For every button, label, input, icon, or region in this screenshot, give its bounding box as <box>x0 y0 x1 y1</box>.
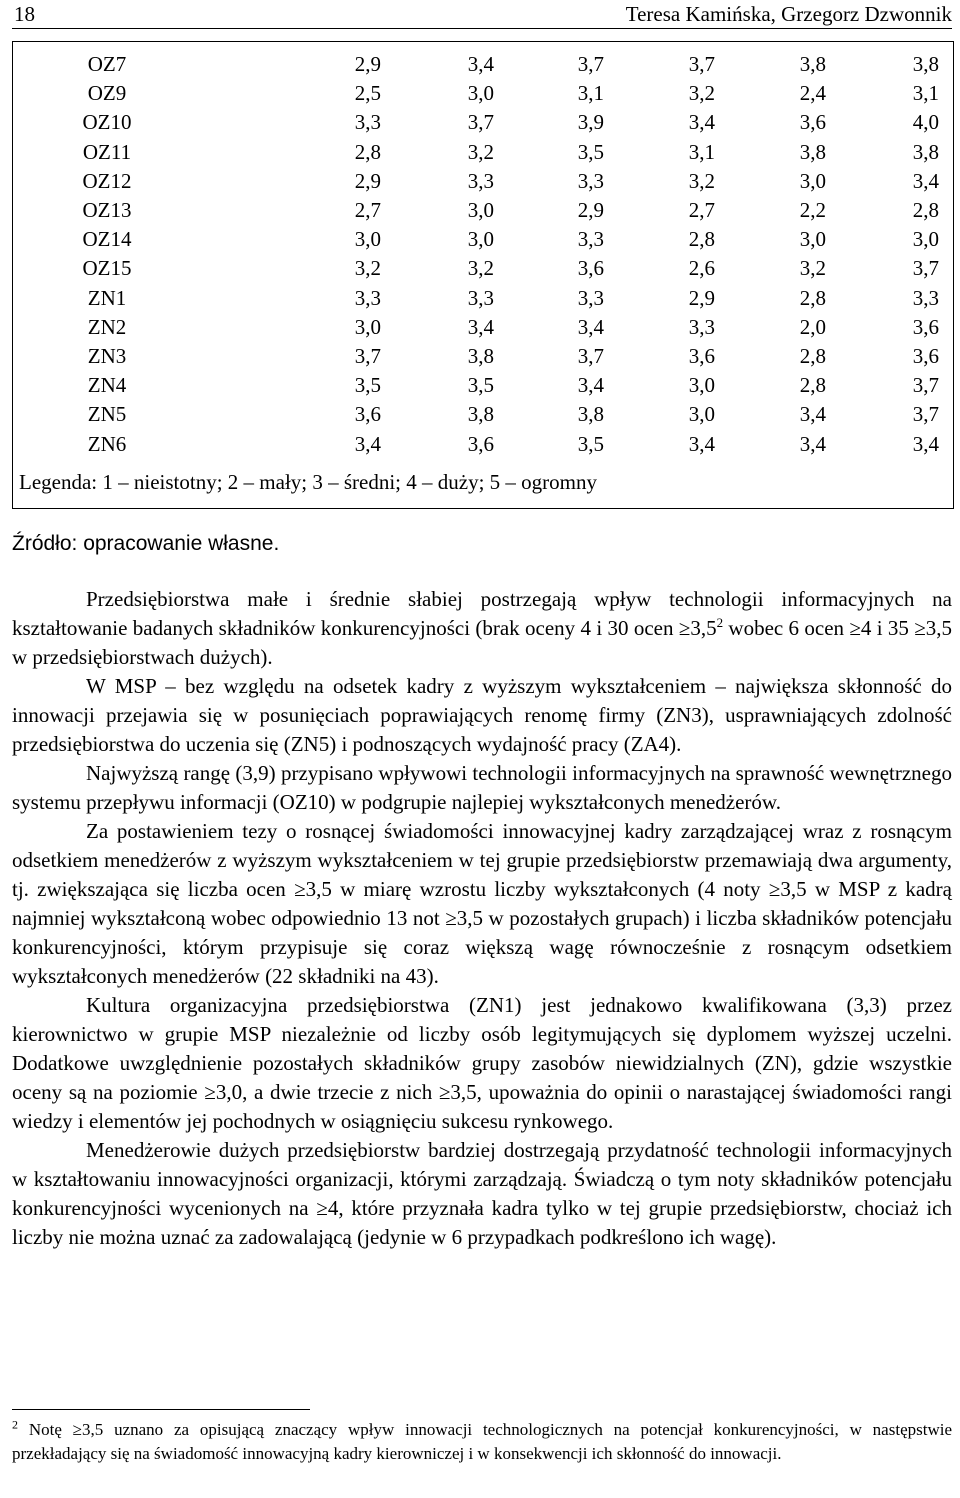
cell-value: 3,4 <box>354 431 381 456</box>
paragraph-5: Kultura organizacyjna przedsiębiorstwa (ZN1) jest jednakowo kwalifikowana (3,3) przez kierownictwo w grupie MSP niezależnie od liczby osób legitymujących się dyplomem wyższej uczelni. Dodatkowe uwzględnienie pozostałych składników grupy zasobów niewidzialnych (ZN), gdzie wszystkie oceny są na poziomie ≥3,0, a dwie trzecie z nich ≥3,5, upoważnia do opinii o narastającej świadomości rangi wiedzy i elementów jej pochodnych w osiągnięciu sukcesu rynkowego. <box>12 993 952 1133</box>
paragraph-6: Menedżerowie dużych przedsiębiorstw bardziej dostrzegają przydatność technologii informacyjnych w kształtowaniu innowacyjności organizacji, którymi zarządzają. Świadczą o tym noty składników potencjału konkurencyjności wycenionych na ≥4, które przyznała kadra tylko w tej grupie przedsiębiorstw, chociaż ich liczby nie można uznać za zadowalającą (jedynie w 6 przypadkach podkreślono ich wagę). <box>12 1138 952 1249</box>
cell-value: 3,4 <box>467 52 494 77</box>
cell-value: 3,6 <box>577 256 604 281</box>
cell-value: 3,2 <box>688 81 715 106</box>
cell-value: 3,8 <box>467 343 494 368</box>
paragraph-4: Za postawieniem tezy o rosnącej świadomości innowacyjnej kadry zarządzającej wraz z rosnącym odsetkiem menedżerów z wyższym wykształceniem w tej grupie przedsiębiorstw przemawiają dwa argumenty, tj. zwiększająca się liczba ocen ≥3,5 w miarę wzrostu liczby wykształconych (4 noty ≥3,5 w MSP z kadrą najmniej wykształconą wobec odpowiednio 13 not ≥3,5 w pozostałych grupach) i liczba składników potencjału konkurencyjności, którym przypisuje się coraz większą wagę równocześnie z rosnącym odsetkiem wykształconych menedżerów (22 składniki na 43). <box>12 819 952 988</box>
row-code: ZN2 <box>87 314 127 339</box>
cell-value: 3,8 <box>912 52 939 77</box>
cell-value: 2,9 <box>577 198 604 223</box>
footnote-text: Notę ≥3,5 uznano za opisującą znaczący wpływ innowacji technologicznych na potencjał konkurencyjności, w następstwie przekładający się na świadomość innowacyjną kadry kierowniczej i w konsekwencji ich skłonność do innowacji. <box>12 1420 952 1463</box>
table-row <box>13 196 939 225</box>
cell-value: 3,6 <box>467 431 494 456</box>
row-code: ZN4 <box>87 373 127 398</box>
row-code: OZ10 <box>82 110 132 135</box>
cell-value: 3,4 <box>799 402 826 427</box>
cell-value: 3,0 <box>799 168 826 193</box>
cell-value: 3,9 <box>577 110 604 135</box>
footnote <box>12 1418 952 1466</box>
table-row <box>13 342 939 371</box>
cell-value: 3,4 <box>467 314 494 339</box>
cell-value: 3,6 <box>912 314 939 339</box>
cell-value: 3,5 <box>577 139 604 164</box>
cell-value: 2,8 <box>799 285 826 310</box>
cell-value: 3,2 <box>688 168 715 193</box>
cell-value: 2,9 <box>688 285 715 310</box>
cell-value: 3,5 <box>354 373 381 398</box>
cell-value: 2,7 <box>354 198 381 223</box>
footnote-marker: 2 <box>12 1417 18 1432</box>
cell-value: 2,5 <box>354 81 381 106</box>
cell-value: 3,3 <box>354 285 381 310</box>
cell-value: 3,7 <box>354 343 381 368</box>
cell-value: 2,7 <box>688 198 715 223</box>
cell-value: 3,4 <box>912 168 939 193</box>
page-number: 18 <box>14 2 35 26</box>
cell-value: 3,2 <box>467 256 494 281</box>
cell-value: 3,5 <box>467 373 494 398</box>
table-source: Źródło: opracowanie własne. <box>12 532 280 555</box>
cell-value: 3,3 <box>467 168 494 193</box>
cell-value: 3,3 <box>577 285 604 310</box>
paragraph-1 <box>12 585 952 672</box>
body-text <box>12 585 952 1252</box>
paragraph-1-text-cont: wobec 6 ocen ≥4 i 35 ≥3,5 w przedsiębiorstwach dużych). <box>12 616 952 669</box>
cell-value: 3,4 <box>912 431 939 456</box>
table-row <box>13 50 939 79</box>
cell-value: 3,3 <box>688 314 715 339</box>
cell-value: 2,8 <box>799 343 826 368</box>
cell-value: 3,4 <box>799 431 826 456</box>
results-table-box <box>12 41 954 509</box>
row-code: ZN5 <box>87 402 127 427</box>
cell-value: 3,3 <box>354 110 381 135</box>
cell-value: 3,3 <box>577 227 604 252</box>
cell-value: 3,4 <box>577 314 604 339</box>
table-legend: Legenda: 1 – nieistotny; 2 – mały; 3 – średni; 4 – duży; 5 – ogromny <box>19 470 598 494</box>
cell-value: 2,8 <box>912 198 939 223</box>
running-title: Teresa Kamińska, Grzegorz Dzwonnik <box>625 2 952 26</box>
row-code: OZ9 <box>87 81 127 106</box>
cell-value: 2,8 <box>799 373 826 398</box>
row-code: OZ14 <box>82 227 132 252</box>
table-row <box>13 284 939 313</box>
cell-value: 3,1 <box>688 139 715 164</box>
cell-value: 3,8 <box>799 139 826 164</box>
table-row <box>13 400 939 429</box>
paragraph-2: W MSP – bez względu na odsetek kadry z wyższym wykształceniem – największa skłonność do innowacji przejawia się w posunięciach poprawiających renomę firmy (ZN3), usprawniających zdolność przedsiębiorstwa do uczenia się (ZN5) i podnoszących wydajność pracy (ZA4). <box>12 674 952 756</box>
footnote-divider <box>12 1409 310 1410</box>
paragraph-3: Najwyższą rangę (3,9) przypisano wpływowi technologii informacyjnych na sprawność wewnętrznego systemu przepływu informacji (OZ10) w podgrupie najlepiej wykształconych menedżerów. <box>12 761 952 814</box>
cell-value: 3,4 <box>688 110 715 135</box>
row-code: OZ13 <box>82 198 132 223</box>
cell-value: 3,8 <box>467 402 494 427</box>
cell-value: 3,0 <box>467 81 494 106</box>
cell-value: 3,8 <box>799 52 826 77</box>
table-row <box>13 313 939 342</box>
cell-value: 3,0 <box>688 402 715 427</box>
row-code: OZ7 <box>87 52 127 77</box>
cell-value: 2,9 <box>354 52 381 77</box>
row-code: ZN3 <box>87 343 127 368</box>
results-table <box>13 50 939 459</box>
cell-value: 3,0 <box>467 198 494 223</box>
table-row <box>13 167 939 196</box>
cell-value: 3,4 <box>688 431 715 456</box>
footnote-ref: 2 <box>716 615 724 630</box>
cell-value: 2,9 <box>354 168 381 193</box>
cell-value: 3,3 <box>912 285 939 310</box>
cell-value: 3,1 <box>912 81 939 106</box>
table-row <box>13 371 939 400</box>
cell-value: 3,0 <box>467 227 494 252</box>
cell-value: 3,7 <box>912 402 939 427</box>
cell-value: 2,8 <box>688 227 715 252</box>
row-code: ZN6 <box>87 431 127 456</box>
paragraph-1-text: Przedsiębiorstwa małe i średnie słabiej postrzegają wpływ technologii informacyjnych na kształtowanie badanych składników konkurencyjności (brak oceny 4 i 30 ocen ≥3,5 <box>12 587 952 640</box>
cell-value: 3,6 <box>912 343 939 368</box>
cell-value: 3,7 <box>688 52 715 77</box>
cell-value: 3,8 <box>912 139 939 164</box>
cell-value: 3,2 <box>467 139 494 164</box>
cell-value: 3,1 <box>577 81 604 106</box>
table-row <box>13 429 939 458</box>
cell-value: 4,0 <box>912 110 939 135</box>
cell-value: 3,7 <box>577 343 604 368</box>
cell-value: 3,6 <box>688 343 715 368</box>
cell-value: 3,7 <box>467 110 494 135</box>
cell-value: 2,4 <box>799 81 826 106</box>
cell-value: 3,5 <box>577 431 604 456</box>
cell-value: 3,3 <box>577 168 604 193</box>
cell-value: 2,0 <box>799 314 826 339</box>
table-row <box>13 108 939 137</box>
cell-value: 2,2 <box>799 198 826 223</box>
cell-value: 3,0 <box>688 373 715 398</box>
table-row <box>13 79 939 108</box>
cell-value: 3,6 <box>354 402 381 427</box>
cell-value: 3,8 <box>577 402 604 427</box>
cell-value: 3,7 <box>912 373 939 398</box>
cell-value: 3,0 <box>799 227 826 252</box>
cell-value: 3,2 <box>799 256 826 281</box>
cell-value: 2,8 <box>354 139 381 164</box>
cell-value: 3,3 <box>467 285 494 310</box>
cell-value: 3,0 <box>354 314 381 339</box>
cell-value: 2,6 <box>688 256 715 281</box>
cell-value: 3,2 <box>354 256 381 281</box>
cell-value: 3,0 <box>354 227 381 252</box>
cell-value: 3,6 <box>799 110 826 135</box>
cell-value: 3,7 <box>912 256 939 281</box>
row-code: OZ15 <box>82 256 132 281</box>
row-code: OZ12 <box>82 168 132 193</box>
cell-value: 3,7 <box>577 52 604 77</box>
cell-value: 3,0 <box>912 227 939 252</box>
table-row <box>13 254 939 283</box>
row-code: OZ11 <box>82 139 132 164</box>
cell-value: 3,4 <box>577 373 604 398</box>
row-code: ZN1 <box>87 285 127 310</box>
table-row <box>13 225 939 254</box>
page-header <box>12 0 952 29</box>
table-row <box>13 138 939 167</box>
